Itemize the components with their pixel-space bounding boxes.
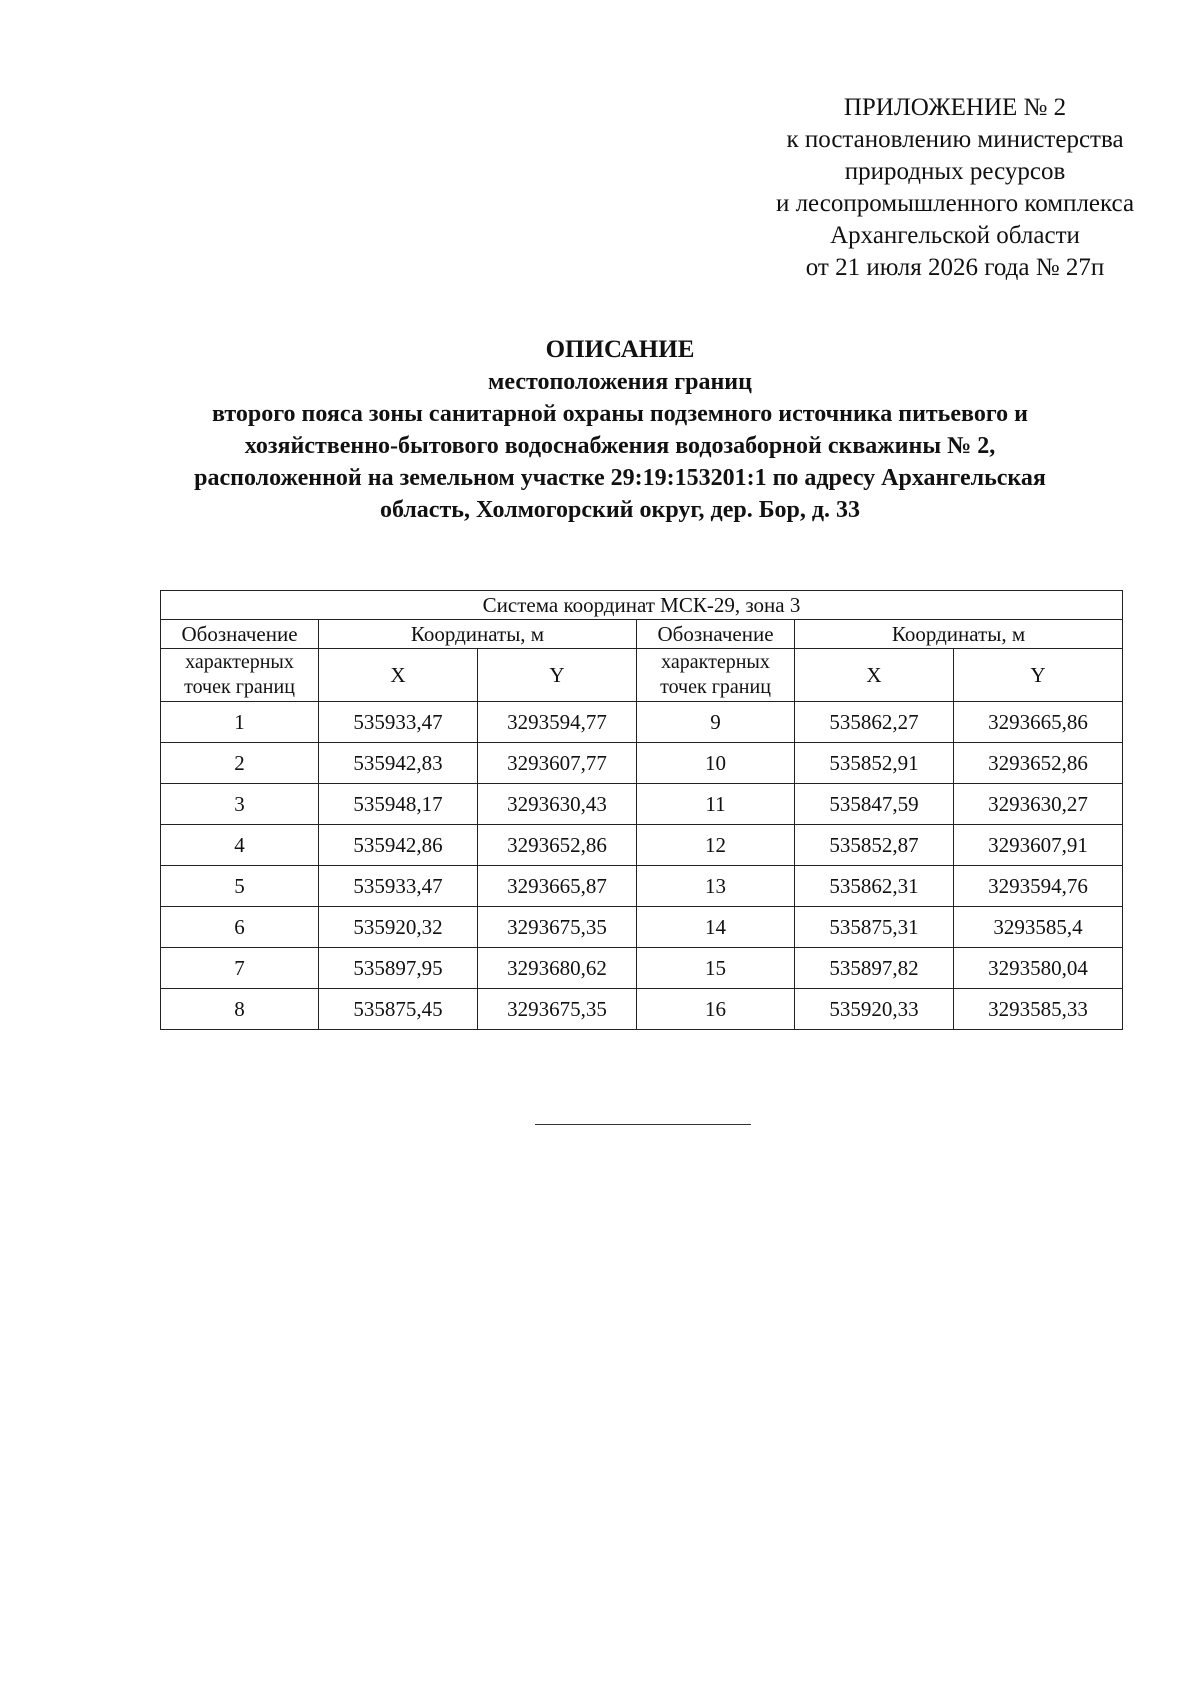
- x-value: 535897,95: [319, 948, 478, 989]
- point-number: 15: [637, 948, 795, 989]
- y-value: 3293652,86: [954, 743, 1123, 784]
- point-number: 6: [161, 907, 319, 948]
- y-value: 3293594,77: [478, 702, 637, 743]
- table-row: [161, 866, 1123, 907]
- x-value: 535875,31: [795, 907, 954, 948]
- heading-line: расположенной на земельном участке 29:19:153201:1 по адресу Архангельская: [194, 465, 1046, 491]
- table-row: [161, 743, 1123, 784]
- heading-line: местоположения границ: [488, 369, 752, 395]
- appendix-line: природных ресурсов: [844, 158, 1066, 185]
- closing-rule: [535, 1124, 751, 1125]
- point-number: 1: [161, 702, 319, 743]
- x-value: 535847,59: [795, 784, 954, 825]
- x-value: 535862,27: [795, 702, 954, 743]
- appendix-line: и лесопромышленного комплекса: [775, 190, 1135, 217]
- point-label-header-top: Обозначение: [161, 620, 319, 649]
- y-value: 3293630,27: [954, 784, 1123, 825]
- x-column-header: X: [795, 649, 954, 702]
- x-value: 535920,32: [319, 907, 478, 948]
- y-column-header: Y: [954, 649, 1123, 702]
- heading-line: второго пояса зоны санитарной охраны подземного источника питьевого и: [212, 401, 1028, 427]
- y-value: 3293675,35: [478, 907, 637, 948]
- heading-line: хозяйственно-бытового водоснабжения водозаборной скважины № 2,: [244, 433, 996, 459]
- x-value: 535933,47: [319, 702, 478, 743]
- table-row: [161, 825, 1123, 866]
- y-value: 3293680,62: [478, 948, 637, 989]
- x-value: 535875,45: [319, 989, 478, 1030]
- point-number: 12: [637, 825, 795, 866]
- document-title: ОПИСАНИЕ: [545, 336, 695, 363]
- point-number: 3: [161, 784, 319, 825]
- point-number: 16: [637, 989, 795, 1030]
- y-value: 3293585,4: [954, 907, 1123, 948]
- x-value: 535942,86: [319, 825, 478, 866]
- appendix-line: Архангельской области: [830, 222, 1080, 249]
- point-label-header-top: Обозначение: [637, 620, 795, 649]
- coordinates-header: Координаты, м: [795, 620, 1123, 649]
- y-column-header: Y: [478, 649, 637, 702]
- point-number: 14: [637, 907, 795, 948]
- appendix-line: к постановлению министерства: [786, 126, 1124, 153]
- x-value: 535852,91: [795, 743, 954, 784]
- point-number: 2: [161, 743, 319, 784]
- table-row: [161, 907, 1123, 948]
- y-value: 3293607,77: [478, 743, 637, 784]
- heading-line: область, Холмогорский округ, дер. Бор, д. 33: [379, 497, 861, 523]
- point-label-line: точек границ: [660, 676, 771, 698]
- point-label-line: точек границ: [184, 676, 295, 698]
- y-value: 3293594,76: [954, 866, 1123, 907]
- point-label-line: характерных: [185, 651, 294, 673]
- point-number: 9: [637, 702, 795, 743]
- table-row: [161, 948, 1123, 989]
- table-row: [161, 784, 1123, 825]
- point-number: 4: [161, 825, 319, 866]
- x-value: 535862,31: [795, 866, 954, 907]
- table-row: [161, 702, 1123, 743]
- y-value: 3293585,33: [954, 989, 1123, 1030]
- y-value: 3293580,04: [954, 948, 1123, 989]
- x-column-header: X: [319, 649, 478, 702]
- appendix-date-line: от 21 июля 2026 года № 27п: [805, 254, 1105, 281]
- point-number: 13: [637, 866, 795, 907]
- point-label-header-bottom: [161, 649, 319, 702]
- y-value: 3293665,87: [478, 866, 637, 907]
- coordinates-header: Координаты, м: [319, 620, 637, 649]
- y-value: 3293665,86: [954, 702, 1123, 743]
- x-value: 535942,83: [319, 743, 478, 784]
- point-number: 8: [161, 989, 319, 1030]
- x-value: 535933,47: [319, 866, 478, 907]
- x-value: 535852,87: [795, 825, 954, 866]
- appendix-title: ПРИЛОЖЕНИЕ № 2: [843, 94, 1067, 121]
- x-value: 535920,33: [795, 989, 954, 1030]
- y-value: 3293630,43: [478, 784, 637, 825]
- coordinates-table: [160, 590, 1123, 1030]
- y-value: 3293652,86: [478, 825, 637, 866]
- point-number: 11: [637, 784, 795, 825]
- coordinate-system-header: Система координат МСК-29, зона 3: [161, 591, 1123, 620]
- x-value: 535948,17: [319, 784, 478, 825]
- table-row: [161, 989, 1123, 1030]
- point-number: 5: [161, 866, 319, 907]
- point-number: 10: [637, 743, 795, 784]
- y-value: 3293675,35: [478, 989, 637, 1030]
- y-value: 3293607,91: [954, 825, 1123, 866]
- x-value: 535897,82: [795, 948, 954, 989]
- point-label-header-bottom: [637, 649, 795, 702]
- point-number: 7: [161, 948, 319, 989]
- appendix-block: [735, 92, 1175, 284]
- point-label-line: характерных: [661, 651, 770, 673]
- document-heading: [90, 334, 1150, 526]
